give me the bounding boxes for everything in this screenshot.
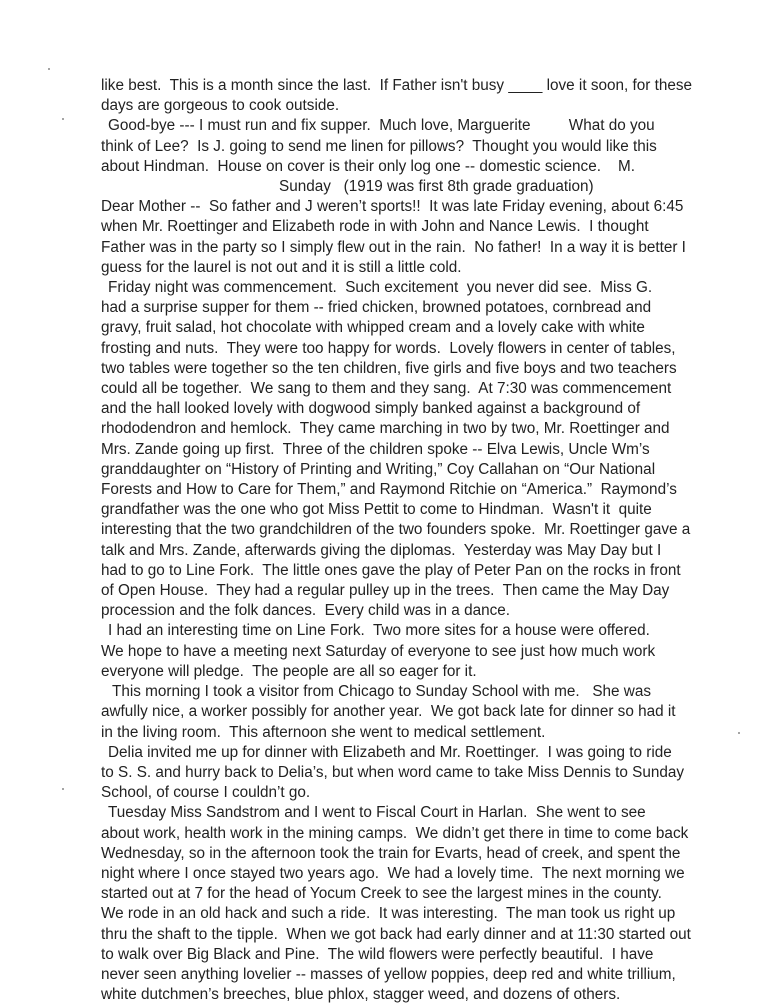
text-line: never seen anything lovelier -- masses of yellow poppies, deep red and white trillium, [101, 965, 676, 983]
scan-speck [62, 118, 64, 120]
text-line: We hope to have a meeting next Saturday of everyone to see just how much work [101, 642, 656, 660]
text-line: gravy, fruit salad, hot chocolate with whipped cream and a lovely cake with white [101, 319, 645, 337]
text-line: everyone will pledge. The people are all so eager for it. [101, 662, 477, 680]
text-line: talk and Mrs. Zande, afterwards giving the diplomas. Yesterday was May Day but I [101, 541, 662, 559]
text-line: when Mr. Roettinger and Elizabeth rode in with John and Nance Lewis. I thought [101, 218, 649, 236]
text-line: Delia invited me up for dinner with Elizabeth and Mr. Roettinger. I was going to ride [108, 743, 672, 761]
scan-speck [62, 788, 64, 790]
text-line: thru the shaft to the tipple. When we got back had early dinner and at 11:30 started out [101, 925, 691, 943]
text-line: had to go to Line Fork. The little ones gave the play of Peter Pan on the rocks in front [101, 561, 681, 579]
text-line: and the hall looked lovely with dogwood simply banked against a background of [101, 400, 641, 418]
text-line: grandfather was the one who got Miss Pettit to come to Hindman. Wasn't it quite [101, 501, 652, 519]
text-line: awfully nice, a worker possibly for another year. We got back late for dinner so had it [101, 703, 676, 721]
text-line: rhododendron and hemlock. They came marching in two by two, Mr. Roettinger and [101, 420, 670, 438]
text-line: Wednesday, so in the afternoon took the train for Evarts, head of creek, and spent the [101, 844, 681, 862]
text-line: about Hindman. House on cover is their only log one -- domestic science. M. [101, 157, 635, 175]
text-line: Dear Mother -- So father and J weren’t sports!! It was late Friday evening, about 6:45 [101, 198, 684, 216]
text-line: white dutchmen’s breeches, blue phlox, stagger weed, and dozens of others. [101, 986, 621, 1004]
text-line: days are gorgeous to cook outside. [101, 97, 340, 115]
text-line: We rode in an old hack and such a ride. It was interesting. The man took us right up [101, 905, 676, 923]
text-line: to walk over Big Black and Pine. The wild flowers were perfectly beautiful. I have [101, 945, 654, 963]
text-line: I had an interesting time on Line Fork. Two more sites for a house were offered. [108, 622, 650, 640]
scan-speck [48, 68, 50, 70]
text-line: procession and the folk dances. Every child was in a dance. [101, 602, 510, 620]
letter-page [101, 76, 741, 1005]
text-line: granddaughter on “History of Printing and Writing,” Coy Callahan on “Our National [101, 460, 656, 478]
text-line: Good-bye --- I must run and fix supper. Much love, Marguerite What do you [108, 117, 655, 135]
text-line: guess for the laurel is not out and it is still a little cold. [101, 258, 462, 276]
text-line: interesting that the two grandchildren of the two founders spoke. Mr. Roettinger gave a [101, 521, 691, 539]
text-line: Forests and How to Care for Them,” and Raymond Ritchie on “America.” Raymond’s [101, 481, 677, 499]
text-line: to S. S. and hurry back to Delia’s, but when word came to take Miss Dennis to Sunday [101, 763, 684, 781]
text-line: had a surprise supper for them -- fried chicken, browned potatoes, cornbread and [101, 299, 652, 317]
text-line: Tuesday Miss Sandstrom and I went to Fiscal Court in Harlan. She went to see [108, 804, 646, 822]
text-line: School, of course I couldn’t go. [101, 784, 311, 802]
text-line: night where I once stayed two years ago. We had a lovely time. The next morning we [101, 864, 685, 882]
text-line: two tables were together so the ten children, five girls and five boys and two teachers [101, 359, 677, 377]
text-line: about work, health work in the mining camps. We didn’t get there in time to come back [101, 824, 689, 842]
scan-speck [738, 732, 740, 734]
text-line: of Open House. They had a regular pulley up in the trees. Then came the May Day [101, 582, 670, 600]
text-line: started out at 7 for the head of Yocum Creek to see the largest mines in the county. [101, 885, 662, 903]
text-line: Sunday (1919 was first 8th grade graduation) [279, 178, 594, 196]
text-line: Mrs. Zande going up first. Three of the children spoke -- Elva Lewis, Uncle Wm’s [101, 440, 650, 458]
text-line: could all be together. We sang to them and they sang. At 7:30 was commencement [101, 380, 672, 398]
text-line: This morning I took a visitor from Chicago to Sunday School with me. She was [108, 683, 652, 701]
text-line: think of Lee? Is J. going to send me linen for pillows? Thought you would like this [101, 137, 657, 155]
text-line: like best. This is a month since the last. If Father isn't busy ____ love it soon, for these [101, 77, 693, 94]
text-line: frosting and nuts. They were too happy for words. Lovely flowers in center of tables, [101, 339, 676, 357]
text-line: in the living room. This afternoon she went to medical settlement. [101, 723, 546, 741]
text-line: Friday night was commencement. Such excitement you never did see. Miss G. [108, 279, 653, 297]
text-line: Father was in the party so I simply flew out in the rain. No father! In a way it is better I [101, 238, 686, 256]
